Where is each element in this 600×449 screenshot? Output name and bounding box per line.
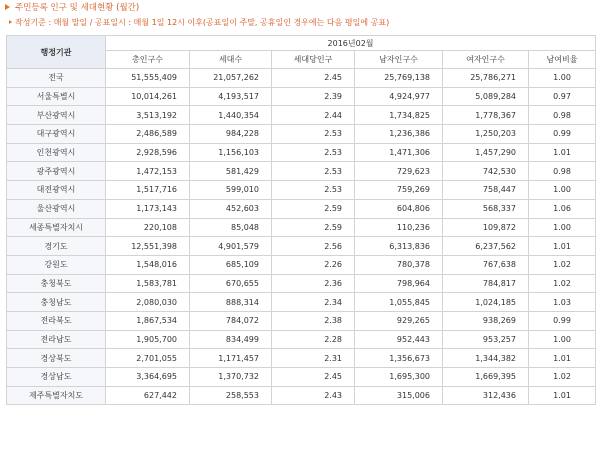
population-table: [6, 35, 596, 405]
value-cell: 1.02: [529, 274, 596, 293]
value-cell: 1.01: [529, 386, 596, 405]
value-cell: 2.45: [272, 368, 355, 387]
region-cell: 세종특별자치시: [7, 218, 106, 237]
table-row: [7, 143, 596, 162]
value-cell: 25,786,271: [443, 69, 529, 88]
region-cell: 강원도: [7, 255, 106, 274]
value-cell: 85,048: [190, 218, 272, 237]
table-body: [7, 69, 596, 405]
region-cell: 전라북도: [7, 311, 106, 330]
value-cell: 12,551,398: [106, 237, 190, 256]
table-row: [7, 106, 596, 125]
value-cell: 4,193,517: [190, 87, 272, 106]
value-cell: 2,928,596: [106, 143, 190, 162]
region-cell: 경기도: [7, 237, 106, 256]
table-row: [7, 330, 596, 349]
value-cell: 1,669,395: [443, 368, 529, 387]
region-cell: 광주광역시: [7, 162, 106, 181]
value-cell: 0.99: [529, 125, 596, 144]
value-cell: 1,356,673: [355, 349, 443, 368]
value-cell: 2,486,589: [106, 125, 190, 144]
value-cell: 2.53: [272, 125, 355, 144]
table-row: [7, 237, 596, 256]
value-cell: 1.01: [529, 143, 596, 162]
value-cell: 0.99: [529, 311, 596, 330]
value-cell: 627,442: [106, 386, 190, 405]
column-header: 여자인구수: [443, 51, 529, 69]
value-cell: 1.02: [529, 368, 596, 387]
value-cell: 780,378: [355, 255, 443, 274]
value-cell: 1,173,143: [106, 199, 190, 218]
value-cell: 742,530: [443, 162, 529, 181]
value-cell: 834,499: [190, 330, 272, 349]
value-cell: 2.31: [272, 349, 355, 368]
value-cell: 2.59: [272, 199, 355, 218]
value-cell: 1.00: [529, 69, 596, 88]
value-cell: 1,250,203: [443, 125, 529, 144]
value-cell: 51,555,409: [106, 69, 190, 88]
value-cell: 1.03: [529, 293, 596, 312]
value-cell: 2,080,030: [106, 293, 190, 312]
publication-note-text: 작성기준 : 매월 말일 / 공표일시 : 매월 1일 12시 이후(공표일이 주말, 공휴일인 경우에는 다음 평일에 공표): [15, 18, 390, 27]
region-cell: 충청남도: [7, 293, 106, 312]
value-cell: 2,701,055: [106, 349, 190, 368]
value-cell: 758,447: [443, 181, 529, 200]
value-cell: 312,436: [443, 386, 529, 405]
value-cell: 3,513,192: [106, 106, 190, 125]
value-cell: 315,006: [355, 386, 443, 405]
value-cell: 110,236: [355, 218, 443, 237]
value-cell: 220,108: [106, 218, 190, 237]
value-cell: 767,638: [443, 255, 529, 274]
value-cell: 2.59: [272, 218, 355, 237]
region-column-header: 행정기관: [7, 36, 106, 69]
region-cell: 대구광역시: [7, 125, 106, 144]
value-cell: 1,440,354: [190, 106, 272, 125]
region-cell: 대전광역시: [7, 181, 106, 200]
table-row: [7, 255, 596, 274]
value-cell: 2.38: [272, 311, 355, 330]
value-cell: 2.45: [272, 69, 355, 88]
value-cell: 2.53: [272, 162, 355, 181]
value-cell: 0.97: [529, 87, 596, 106]
value-cell: 784,072: [190, 311, 272, 330]
value-cell: 1.06: [529, 199, 596, 218]
column-header: 총인구수: [106, 51, 190, 69]
value-cell: 5,089,284: [443, 87, 529, 106]
value-cell: 1,457,290: [443, 143, 529, 162]
value-cell: 2.28: [272, 330, 355, 349]
triangle-bullet-icon: [5, 4, 10, 10]
value-cell: 729,623: [355, 162, 443, 181]
value-cell: 6,313,836: [355, 237, 443, 256]
value-cell: 2.34: [272, 293, 355, 312]
value-cell: 109,872: [443, 218, 529, 237]
value-cell: 4,924,977: [355, 87, 443, 106]
small-triangle-bullet-icon: [9, 20, 12, 24]
value-cell: 1,370,732: [190, 368, 272, 387]
value-cell: 1,867,534: [106, 311, 190, 330]
value-cell: 2.43: [272, 386, 355, 405]
value-cell: 952,443: [355, 330, 443, 349]
value-cell: 581,429: [190, 162, 272, 181]
value-cell: 929,265: [355, 311, 443, 330]
value-cell: 1,517,716: [106, 181, 190, 200]
region-cell: 경상북도: [7, 349, 106, 368]
value-cell: 953,257: [443, 330, 529, 349]
value-cell: 2.26: [272, 255, 355, 274]
value-cell: 0.98: [529, 106, 596, 125]
value-cell: 1.00: [529, 330, 596, 349]
value-cell: 784,817: [443, 274, 529, 293]
value-cell: 2.53: [272, 143, 355, 162]
table-row: [7, 349, 596, 368]
column-header: 세대당인구: [272, 51, 355, 69]
value-cell: 1.01: [529, 237, 596, 256]
value-cell: 670,655: [190, 274, 272, 293]
value-cell: 798,964: [355, 274, 443, 293]
value-cell: 1,156,103: [190, 143, 272, 162]
value-cell: 6,237,562: [443, 237, 529, 256]
value-cell: 1,024,185: [443, 293, 529, 312]
column-header: 남여비율: [529, 51, 596, 69]
value-cell: 1,171,457: [190, 349, 272, 368]
value-cell: 0.98: [529, 162, 596, 181]
value-cell: 685,109: [190, 255, 272, 274]
value-cell: 3,364,695: [106, 368, 190, 387]
value-cell: 2.56: [272, 237, 355, 256]
value-cell: 2.44: [272, 106, 355, 125]
value-cell: 568,337: [443, 199, 529, 218]
region-cell: 인천광역시: [7, 143, 106, 162]
value-cell: 2.53: [272, 181, 355, 200]
value-cell: 1,734,825: [355, 106, 443, 125]
column-header: 세대수: [190, 51, 272, 69]
value-cell: 984,228: [190, 125, 272, 144]
value-cell: 10,014,261: [106, 87, 190, 106]
value-cell: 1,344,382: [443, 349, 529, 368]
table-row: [7, 311, 596, 330]
table-row: [7, 87, 596, 106]
region-cell: 전국: [7, 69, 106, 88]
region-cell: 부산광역시: [7, 106, 106, 125]
value-cell: 2.39: [272, 87, 355, 106]
value-cell: 1,778,367: [443, 106, 529, 125]
value-cell: 759,269: [355, 181, 443, 200]
publication-note: [3, 16, 593, 30]
value-cell: 258,553: [190, 386, 272, 405]
value-cell: 1,472,153: [106, 162, 190, 181]
value-cell: 4,901,579: [190, 237, 272, 256]
table-row: [7, 69, 596, 88]
region-cell: 경상남도: [7, 368, 106, 387]
value-cell: 888,314: [190, 293, 272, 312]
value-cell: 1.02: [529, 255, 596, 274]
table-row: [7, 386, 596, 405]
value-cell: 25,769,138: [355, 69, 443, 88]
value-cell: 604,806: [355, 199, 443, 218]
period-header: 2016년02월: [106, 36, 596, 51]
region-cell: 충청북도: [7, 274, 106, 293]
table-row: [7, 293, 596, 312]
value-cell: 1.01: [529, 349, 596, 368]
table-row: [7, 199, 596, 218]
table-row: [7, 125, 596, 144]
table-row: [7, 181, 596, 200]
value-cell: 2.36: [272, 274, 355, 293]
value-cell: 1,905,700: [106, 330, 190, 349]
section-title: [3, 1, 593, 15]
value-cell: 1,695,300: [355, 368, 443, 387]
region-cell: 전라남도: [7, 330, 106, 349]
region-cell: 제주특별자치도: [7, 386, 106, 405]
table-row: [7, 368, 596, 387]
value-cell: 1.00: [529, 181, 596, 200]
value-cell: 1,055,845: [355, 293, 443, 312]
value-cell: 599,010: [190, 181, 272, 200]
region-cell: 서울특별시: [7, 87, 106, 106]
table-row: [7, 162, 596, 181]
value-cell: 938,269: [443, 311, 529, 330]
value-cell: 1,583,781: [106, 274, 190, 293]
value-cell: 1,471,306: [355, 143, 443, 162]
table-row: [7, 274, 596, 293]
table-row: [7, 218, 596, 237]
value-cell: 21,057,262: [190, 69, 272, 88]
section-title-text: 주민등록 인구 및 세대현황 (월간): [15, 3, 140, 13]
column-header: 남자인구수: [355, 51, 443, 69]
value-cell: 1,236,386: [355, 125, 443, 144]
value-cell: 1.00: [529, 218, 596, 237]
value-cell: 1,548,016: [106, 255, 190, 274]
value-cell: 452,603: [190, 199, 272, 218]
region-cell: 울산광역시: [7, 199, 106, 218]
